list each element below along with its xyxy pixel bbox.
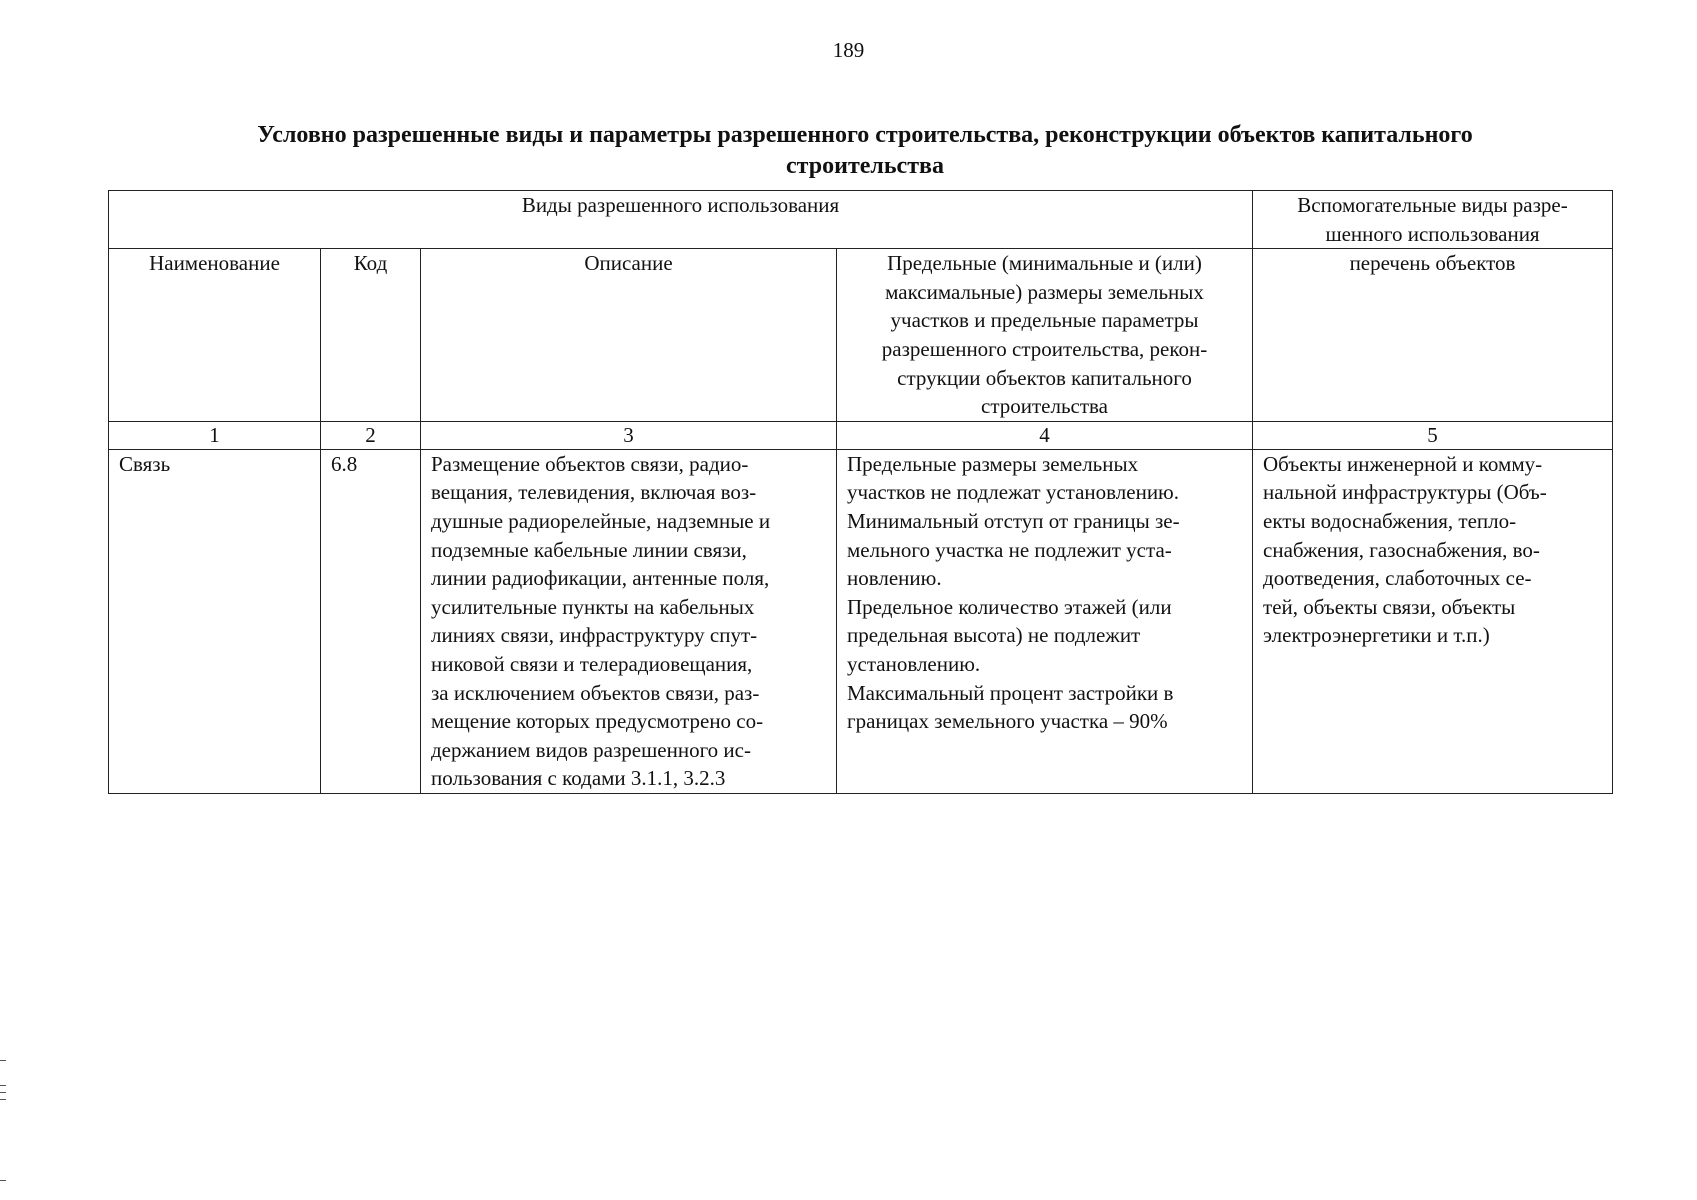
group-header-row [109,191,1613,249]
column-number: 3 [421,421,837,449]
cell-code: 6.8 [321,449,421,793]
table-row [109,449,1613,793]
scan-margin-mark [0,1099,6,1100]
cell-description: Размещение объектов связи, радио- вещания, телевидения, включая воз- душные радиорелейные, надземные и подземные кабельные линии связи, линии радиофикации, антенные поля, усилительные пункты на кабельных линиях связи, инфраструктуру спут- никовой связи и телерадиовещания, за исключением объектов связи, раз- мещение которых предусмотрено со- держанием видов разрешенного ис- пользования с кодами 3.1.1, 3.2.3 [421,449,837,793]
column-header-objects: перечень объектов [1253,249,1613,422]
group-header-main: Виды разрешенного использования [109,191,1253,249]
column-header-code: Код [321,249,421,422]
scan-margin-mark [0,1060,6,1061]
cell-limits: Предельные размеры земельных участков не подлежат установлению. Минимальный отступ от границы зе- мельного участка не подлежит уста- новлению. Предельное количество этажей (или предельная высота) не подлежит установлению. Максимальный процент застройки в границах земельного участка – 90% [837,449,1253,793]
column-number: 5 [1253,421,1613,449]
column-header-row [109,249,1613,422]
column-header-description: Описание [421,249,837,422]
permitted-use-table [108,190,1613,794]
cell-objects: Объекты инженерной и комму- нальной инфраструктуры (Объ- екты водоснабжения, тепло- снабжения, газоснабжения, во- доотведения, слаботочных се- тей, объекты связи, объекты электроэнергетики и т.п.) [1253,449,1613,793]
document-title: Условно разрешенные виды и параметры разрешенного строительства, реконструкции объектов капитального строительства [257,122,1473,179]
column-header-limits: Предельные (минимальные и (или) максимальные) размеры земельных участков и предельные параметры разрешенного строительства, рекон- струкции объектов капитального строительства [837,249,1253,422]
column-header-name: Наименование [109,249,321,422]
group-header-auxiliary: Вспомогательные виды разре- шенного использования [1253,191,1613,249]
column-number: 1 [109,421,321,449]
scan-margin-mark [0,1092,6,1093]
scan-margin-mark [0,1180,6,1181]
page-number: 189 [832,38,865,62]
cell-name: Связь [109,449,321,793]
column-number-row [109,421,1613,449]
column-number: 2 [321,421,421,449]
column-number: 4 [837,421,1253,449]
scan-margin-mark [0,1085,6,1086]
